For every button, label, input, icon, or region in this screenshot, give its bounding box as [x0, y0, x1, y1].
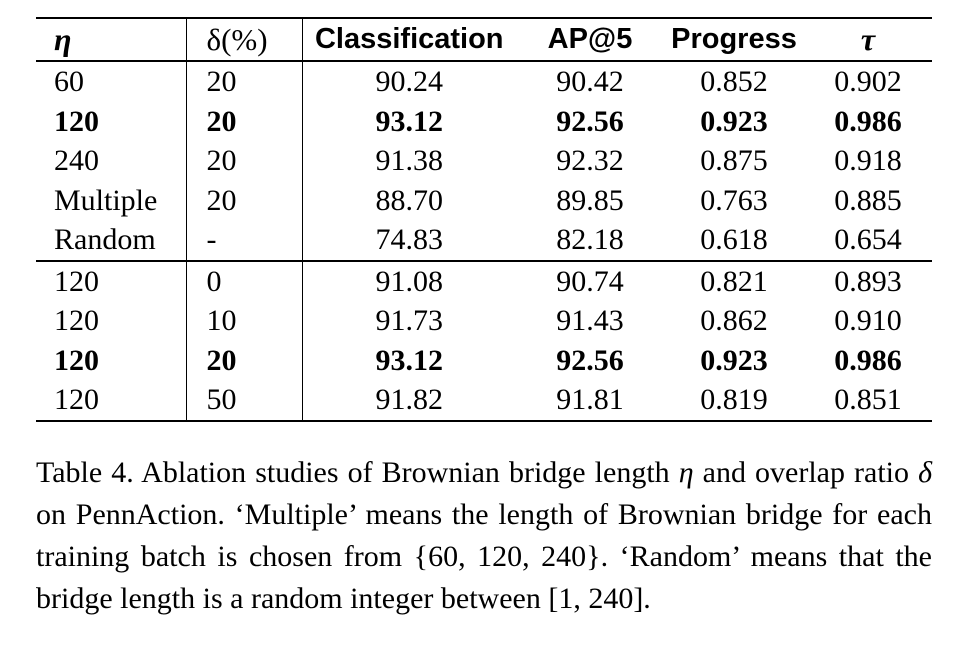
cell-ap5: 92.32	[556, 144, 624, 177]
cell-ap5: 92.56	[556, 343, 624, 377]
cell-delta: 20	[186, 181, 302, 221]
table-row	[36, 181, 932, 221]
cell-ap5: 82.18	[556, 223, 624, 256]
table-row	[36, 141, 932, 181]
cell-tau: 0.902	[834, 65, 902, 98]
cell-progress: 0.875	[700, 144, 768, 177]
cell-delta: 10	[186, 301, 302, 341]
table-row	[36, 102, 932, 142]
cell-classification: 93.12	[375, 343, 443, 377]
cell-ap5: 91.81	[516, 380, 664, 421]
header-classification: Classification	[302, 18, 516, 61]
table-body	[36, 61, 932, 421]
cell-tau: 0.918	[834, 144, 902, 177]
cell-classification: 93.12	[375, 104, 443, 138]
cell-classification: 91.82	[302, 380, 516, 421]
cell-tau: 0.986	[834, 104, 902, 138]
cell-delta: 20	[186, 141, 302, 181]
cell-progress: 0.618	[700, 223, 768, 256]
caption-text-3: on PennAction. ‘Multiple’ means the length of Brownian bridge for each training batch is chosen from {60, 120, 240}. ‘Random’ means that the bridge length is a random integer between [1, 240].	[36, 498, 932, 615]
cell-ap5: 90.42	[556, 65, 624, 98]
caption-text-1: Ablation studies of Brownian bridge length	[141, 456, 670, 489]
header-tau: τ	[804, 18, 932, 61]
table-header-row	[36, 18, 932, 61]
cell-classification: 88.70	[375, 183, 443, 217]
cell-classification: 91.08	[302, 261, 516, 302]
cell-eta: Multiple	[36, 181, 186, 221]
cell-progress: 0.763	[700, 183, 768, 217]
cell-tau: 0.885	[834, 183, 902, 217]
cell-tau: 0.986	[834, 343, 902, 377]
caption-label: Table 4.	[36, 456, 134, 489]
table-row	[36, 301, 932, 341]
table-row	[36, 380, 932, 421]
cell-eta: 240	[36, 141, 186, 181]
cell-classification: 90.24	[375, 65, 443, 98]
cell-eta: 120	[36, 341, 186, 381]
cell-progress: 0.821	[664, 261, 804, 302]
header-progress: Progress	[664, 18, 804, 61]
cell-tau: 0.851	[804, 380, 932, 421]
table-row	[36, 261, 932, 302]
cell-eta: Random	[36, 220, 186, 261]
ablation-table	[36, 17, 932, 422]
header-delta: δ(%)	[186, 18, 302, 61]
cell-eta: 120	[36, 261, 186, 302]
cell-eta: 60	[36, 61, 186, 102]
cell-tau: 0.893	[804, 261, 932, 302]
cell-eta: 120	[36, 301, 186, 341]
ablation-table-container	[36, 17, 932, 422]
cell-tau: 0.910	[834, 304, 902, 337]
cell-eta: 120	[36, 102, 186, 142]
caption-delta-symbol: δ	[918, 456, 933, 489]
cell-delta: 20	[186, 341, 302, 381]
header-eta: η	[36, 18, 186, 61]
cell-tau: 0.654	[834, 223, 902, 256]
caption-eta-symbol: η	[678, 456, 694, 489]
cell-ap5: 91.43	[556, 304, 624, 337]
cell-ap5: 89.85	[556, 183, 624, 217]
cell-delta: 20	[186, 61, 302, 102]
header-ap5: AP@5	[516, 18, 664, 61]
cell-progress: 0.819	[664, 380, 804, 421]
cell-classification: 91.73	[375, 304, 443, 337]
cell-ap5: 90.74	[516, 261, 664, 302]
cell-progress: 0.923	[700, 104, 768, 138]
cell-classification: 74.83	[375, 223, 443, 256]
table-row	[36, 341, 932, 381]
table-row	[36, 220, 932, 261]
table-caption	[36, 452, 932, 620]
cell-delta: -	[186, 220, 302, 261]
cell-ap5: 92.56	[556, 104, 624, 138]
cell-eta: 120	[36, 380, 186, 421]
cell-progress: 0.852	[700, 65, 768, 98]
table-row	[36, 61, 932, 102]
cell-progress: 0.862	[700, 304, 768, 337]
cell-delta: 50	[186, 380, 302, 421]
caption-text-2: and overlap ratio	[702, 456, 910, 489]
cell-progress: 0.923	[700, 343, 768, 377]
cell-delta: 20	[186, 102, 302, 142]
cell-delta: 0	[186, 261, 302, 302]
cell-classification: 91.38	[375, 144, 443, 177]
